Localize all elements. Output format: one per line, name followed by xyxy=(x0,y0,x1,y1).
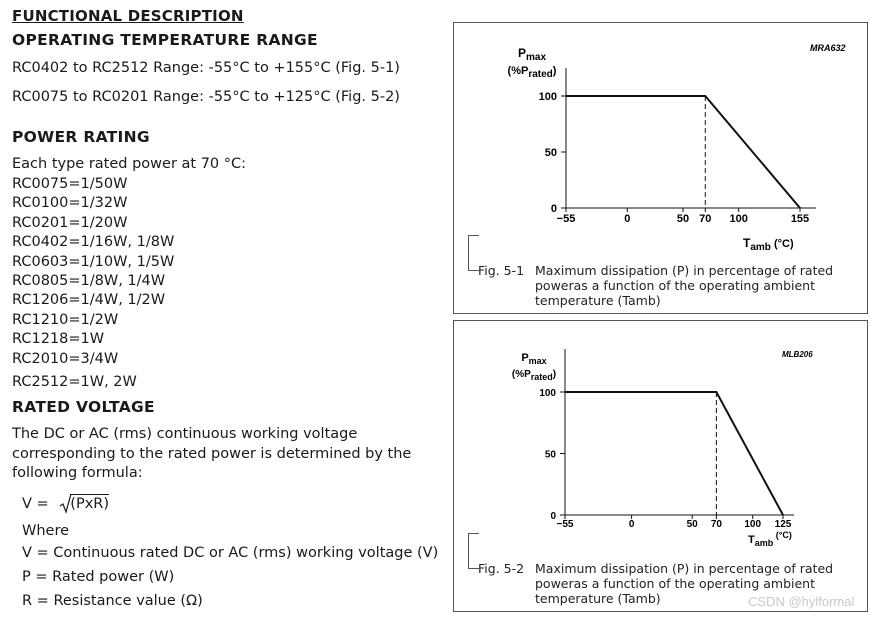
caption-line: temperature (Tamb) xyxy=(535,293,661,308)
formula-radicand: (PxR) xyxy=(70,496,110,512)
y-axis-unit-label: (%Prated) xyxy=(507,65,557,80)
figure-5-1-caption xyxy=(535,263,833,308)
section-title: FUNCTIONAL DESCRIPTION xyxy=(12,7,244,25)
x-tick-label: 0 xyxy=(624,213,631,225)
formula-where: Where xyxy=(22,523,70,539)
y-axis-label: $P_{max}$ xyxy=(521,352,547,366)
watermark: CSDN @hylformal xyxy=(748,594,855,609)
x-axis-label: $T_{amb}$ (°C) xyxy=(743,236,794,253)
power-rating-list xyxy=(12,175,174,392)
figure-code: MRA632 xyxy=(810,43,846,53)
power-rating-item: RC0402=1/16W, 1/8W xyxy=(12,234,175,251)
power-rating-intro: Each type rated power at 70 °C: xyxy=(12,156,247,172)
y-tick-label: 50 xyxy=(544,147,557,159)
power-rating-item: RC1206=1/4W, 1/2W xyxy=(12,292,166,309)
y-tick-label: 0 xyxy=(550,203,557,215)
operating-temp-heading: OPERATING TEMPERATURE RANGE xyxy=(12,31,318,49)
x-tick-label: 155 xyxy=(790,213,810,225)
caption-line: Maximum dissipation (P) in percentage of rated xyxy=(535,263,834,278)
power-rating-item: RC0201=1/20W xyxy=(12,214,128,231)
x-tick-label: 125 xyxy=(774,519,792,530)
operating-temp-line-1: RC0402 to RC2512 Range: -55°C to +155°C (Fig. 5-1) xyxy=(12,60,400,76)
formula-lhs: V = xyxy=(22,496,49,512)
power-rating-item: RC0100=1/32W xyxy=(12,195,128,212)
x-tick-label: 50 xyxy=(686,519,698,530)
y-tick-label: 50 xyxy=(544,449,556,461)
figure-code: MLB206 xyxy=(782,350,813,359)
y-tick-label: 100 xyxy=(539,388,556,399)
y-axis-label: $P_{max}$ xyxy=(517,46,547,63)
x-tick-label: 100 xyxy=(744,519,762,530)
derating-curve xyxy=(565,392,783,515)
power-rating-item: RC0805=1/8W, 1/4W xyxy=(12,272,166,289)
power-rating-item: RC2010=3/4W xyxy=(12,350,119,367)
x-tick-label: 70 xyxy=(699,213,712,225)
power-rating-item: RC0603=1/10W, 1/5W xyxy=(12,253,175,270)
caption-line: poweras a function of the operating ambient xyxy=(535,278,815,293)
square-root xyxy=(59,496,109,512)
caption-line: temperature (Tamb) xyxy=(535,591,661,606)
radical-sign-icon xyxy=(59,493,73,515)
voltage-formula xyxy=(22,496,109,512)
x-axis-label: $T_{amb}$ $^{(^\circ C)}$ xyxy=(748,530,792,548)
caption-line: poweras a function of the operating ambient xyxy=(535,576,815,591)
y-axis-unit-label: (%Prated) xyxy=(511,369,557,382)
formula-def-r: R = Resistance value (Ω) xyxy=(22,593,203,609)
rated-voltage-paragraph-3: following formula: xyxy=(12,465,143,481)
x-tick-label: −55 xyxy=(556,519,574,530)
y-tick-label: 0 xyxy=(550,511,556,522)
power-rating-heading: POWER RATING xyxy=(12,128,150,146)
x-tick-label: 50 xyxy=(676,213,690,225)
x-tick-label: 70 xyxy=(710,519,722,530)
power-rating-item: RC0075=1/50W xyxy=(12,176,128,192)
x-tick-label: 0 xyxy=(628,519,635,530)
rated-voltage-heading: RATED VOLTAGE xyxy=(12,398,155,416)
formula-def-v: V = Continuous rated DC or AC (rms) working voltage (V) xyxy=(22,545,439,561)
figure-5-2-label: Fig. 5-2 xyxy=(478,561,525,576)
power-rating-item: RC2512=1W, 2W xyxy=(12,373,137,390)
operating-temp-line-2: RC0075 to RC0201 Range: -55°C to +125°C (Fig. 5-2) xyxy=(12,89,400,105)
figure-5-1-panel xyxy=(453,22,868,314)
power-rating-item: RC1210=1/2W xyxy=(12,311,119,328)
caption-line: Maximum dissipation (P) in percentage of rated xyxy=(535,561,834,576)
derating-curve xyxy=(566,96,800,208)
power-rating-item: RC1218=1W xyxy=(12,331,105,348)
x-tick-label: 100 xyxy=(729,213,748,225)
rated-voltage-paragraph-2: corresponding to the rated power is determined by the xyxy=(12,446,412,462)
figure-5-2-panel xyxy=(453,320,868,612)
rated-voltage-paragraph-1: The DC or AC (rms) continuous working voltage xyxy=(12,426,358,442)
formula-def-p: P = Rated power (W) xyxy=(22,569,175,585)
y-tick-label: 100 xyxy=(538,91,557,103)
figure-5-1-label: Fig. 5-1 xyxy=(478,263,525,278)
x-tick-label: −55 xyxy=(556,213,576,225)
